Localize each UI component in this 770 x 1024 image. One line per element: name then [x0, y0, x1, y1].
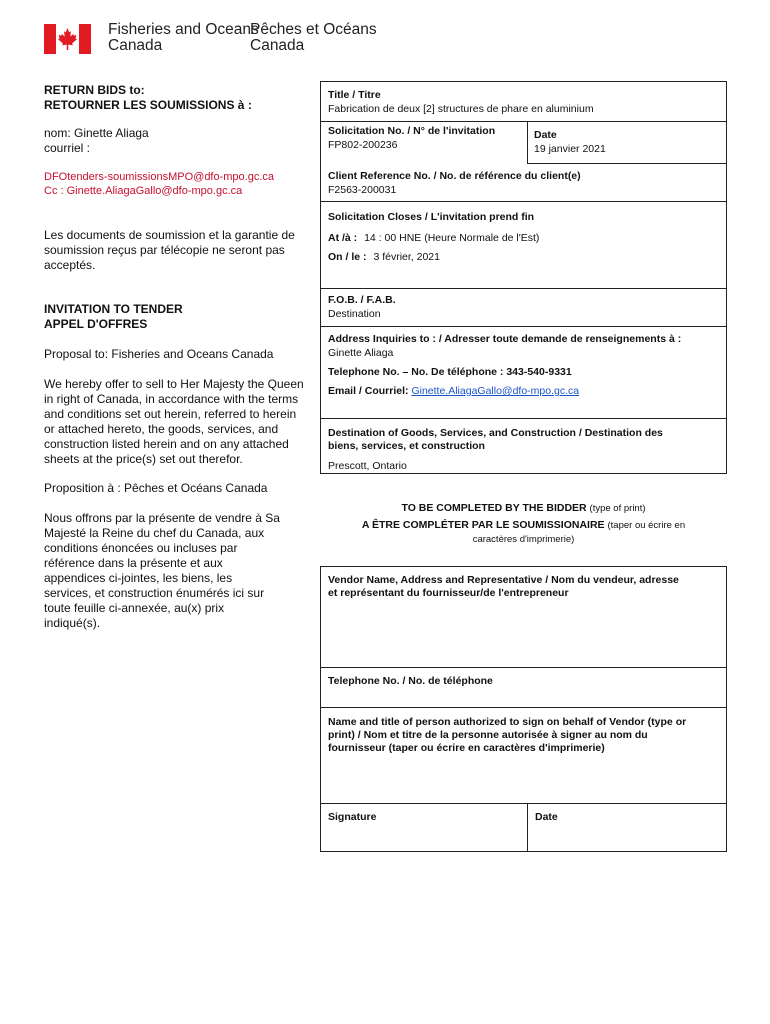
offer-fr-line: conditions énoncées ou incluses par: [44, 541, 238, 555]
email-block: [44, 170, 314, 198]
inquiries-cell: [328, 333, 681, 360]
offer-en-line: construction listed herein and on any attached: [44, 437, 289, 451]
divider: [321, 707, 726, 708]
solicitation-cell: [328, 125, 495, 152]
bidder-fr-note: (taper ou écrire en: [607, 520, 686, 531]
email-label: Email / Courriel:: [328, 385, 409, 397]
cc-email[interactable]: Cc : Ginette.AliagaGallo@dfo-mpo.gc.ca: [44, 185, 243, 197]
closes-time: [328, 232, 539, 244]
offer-fr-line: services, et construction énumérés ici sur: [44, 586, 265, 600]
client-ref-cell: [328, 170, 581, 197]
offer-en-line: and conditions set out herein, referred to herein: [44, 407, 297, 421]
divider: [321, 418, 726, 419]
fob-label: F.O.B. / F.A.B.: [328, 294, 396, 306]
offer-en-line: We hereby offer to sell to Her Majesty the Queen: [44, 377, 304, 391]
bidder-heading: [320, 500, 727, 545]
title-cell: [328, 89, 594, 116]
org-en-line1: Fisheries and Oceans: [108, 21, 259, 38]
inquiries-value: Ginette Aliaga: [328, 347, 394, 359]
title-value: Fabrication de deux [2] structures de phare en aluminium: [328, 103, 594, 115]
at-value: 14 : 00 HNE (Heure Normale de l'Est): [364, 232, 540, 244]
client-ref-label: Client Reference No. / No. de référence du client(e): [328, 170, 581, 182]
on-label: On / le :: [328, 251, 367, 263]
org-name-french: [250, 22, 377, 54]
divider: [321, 201, 726, 202]
contact-name: nom: Ginette Aliaga: [44, 126, 149, 140]
email-link[interactable]: Ginette.AliagaGallo@dfo-mpo.gc.ca: [411, 385, 580, 397]
proposal-fr: Proposition à : Pêches et Océans Canada: [44, 481, 268, 495]
fob-cell: [328, 294, 396, 321]
return-bids-en: RETURN BIDS to:: [44, 83, 145, 97]
destination-label-1: Destination of Goods, Services, and Construction / Destination des: [328, 427, 663, 439]
org-fr-line1: Pêches et Océans: [250, 21, 377, 38]
signature-label: Signature: [328, 811, 377, 823]
sign-date-label: Date: [535, 811, 558, 823]
bidder-en: TO BE COMPLETED BY THE BIDDER: [401, 502, 587, 514]
return-bids-fr: RETOURNER LES SOUMISSIONS à :: [44, 98, 252, 112]
solicitation-label: Solicitation No. / N° de l'invitation: [328, 125, 496, 137]
at-label: At /à :: [328, 232, 358, 244]
destination-value-cell: [328, 459, 407, 473]
offer-en-line: sheets at the price(s) set out therefor.: [44, 452, 243, 466]
vendor-label-1: Vendor Name, Address and Representative / Nom du vendeur, adresse: [328, 574, 679, 586]
offer-fr-line: toute feuille ci-annexée, au(x) prix: [44, 601, 225, 615]
closes-date: [328, 251, 440, 263]
offer-fr-line: référence dans la présente et aux: [44, 556, 223, 570]
contact-email-label: courriel :: [44, 141, 91, 155]
client-ref-value: F2563-200031: [328, 184, 397, 196]
vendor-tel-label: Telephone No. / No. de téléphone: [328, 675, 493, 687]
fax-note-line: acceptés.: [44, 258, 96, 272]
offer-fr-line: indiqué(s).: [44, 616, 101, 630]
contact-block: [44, 126, 314, 156]
vendor-cell[interactable]: [328, 574, 679, 600]
canada-flag-logo: [44, 24, 91, 54]
authorized-label-3: fournisseur (taper ou écrire en caractères d'imprimerie): [328, 742, 605, 754]
fax-note: [44, 228, 314, 273]
divider: [527, 803, 528, 851]
bidder-fr-note-2: caractères d'imprimerie): [472, 534, 575, 545]
offer-en-line: or attached hereto, the goods, services, and: [44, 422, 279, 436]
sign-date-cell[interactable]: [535, 811, 558, 824]
destination-label-2: biens, services, et construction: [328, 440, 485, 452]
return-bids-heading: [44, 83, 314, 113]
bidder-en-note: (type of print): [589, 503, 646, 514]
destination-cell: [328, 427, 663, 453]
telephone-cell: [328, 366, 572, 379]
authorized-cell[interactable]: [328, 716, 686, 755]
solicitation-value: FP802-200236: [328, 139, 398, 151]
tender-info-box: [320, 81, 727, 474]
date-cell: [527, 121, 727, 164]
org-name-english: [108, 22, 259, 54]
closes-cell: [328, 211, 534, 224]
title-label: Title / Titre: [328, 89, 381, 101]
signature-cell[interactable]: [328, 811, 376, 824]
org-en-line2: Canada: [108, 37, 163, 54]
telephone-label: Telephone No. – No. De téléphone : 343-540-9331: [328, 366, 572, 378]
date-label: Date: [534, 129, 557, 141]
authorized-label-2: print) / Nom et titre de la personne autorisée à signer au nom du: [328, 729, 648, 741]
vendor-box: [320, 566, 727, 852]
divider: [321, 803, 726, 804]
tenders-email[interactable]: DFOtenders-soumissionsMPO@dfo-mpo.gc.ca: [44, 171, 275, 183]
authorized-label-1: Name and title of person authorized to sign on behalf of Vendor (type or: [328, 716, 687, 728]
invitation-fr: APPEL D'OFFRES: [44, 317, 148, 331]
vendor-label-2: et représentant du fournisseur/de l'entrepreneur: [328, 587, 569, 599]
offer-fr-line: appendices ci-jointes, les biens, les: [44, 571, 233, 585]
divider: [321, 667, 726, 668]
offer-fr-line: Nous offrons par la présente de vendre à Sa: [44, 511, 280, 525]
invitation-en: INVITATION TO TENDER: [44, 302, 183, 316]
on-value: 3 février, 2021: [373, 251, 440, 263]
org-fr-line2: Canada: [250, 37, 305, 54]
inquiries-label: Address Inquiries to : / Adresser toute demande de renseignements à :: [328, 333, 682, 345]
fax-note-line: soumission reçus par télécopie ne seront pas: [44, 243, 285, 257]
email-cell: [328, 385, 579, 397]
divider: [321, 326, 726, 327]
destination-value: Prescott, Ontario: [328, 460, 407, 472]
fax-note-line: Les documents de soumission et la garantie de: [44, 228, 295, 242]
offer-en: [44, 377, 314, 467]
vendor-tel-cell[interactable]: [328, 675, 493, 688]
offer-en-line: in right of Canada, in accordance with the terms: [44, 392, 299, 406]
divider: [321, 288, 726, 289]
date-value: 19 janvier 2021: [534, 143, 606, 155]
proposal-en: Proposal to: Fisheries and Oceans Canada: [44, 347, 274, 361]
closes-label: Solicitation Closes / L'invitation prend fin: [328, 211, 535, 223]
offer-fr: [44, 511, 314, 631]
invitation-heading: [44, 302, 314, 332]
offer-fr-line: Majesté la Reine du chef du Canada, aux: [44, 526, 265, 540]
bidder-fr: A ÊTRE COMPLÉTER PAR LE SOUMISSIONAIRE: [361, 519, 605, 531]
fob-value: Destination: [328, 308, 381, 320]
